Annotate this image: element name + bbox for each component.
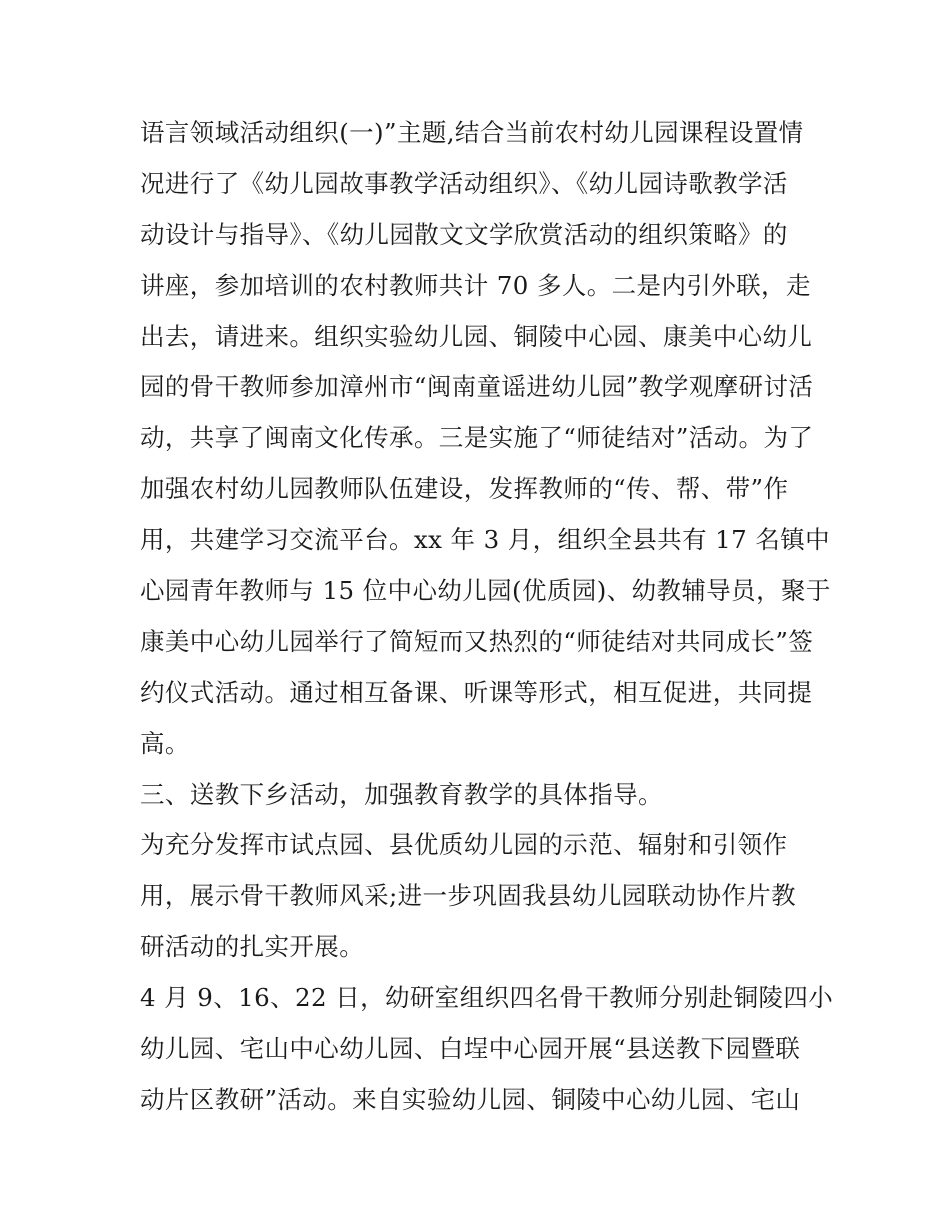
text-line: 高。 [140, 728, 190, 758]
text-line: 况进行了《幼儿园故事教学活动组织》、《幼儿园诗歌教学活 [140, 168, 788, 198]
text-line: 约仪式活动。通过相互备课、听课等形式，相互促进，共同提 [140, 677, 813, 707]
text-line: 幼儿园、宅山中心幼儿园、白埕中心园开展“县送教下园暨联 [140, 1034, 801, 1064]
text-line: 用，共建学习交流平台。xx 年 3 月，组织全县共有 17 名镇中 [140, 525, 831, 555]
text-line: 园的骨干教师参加漳州市“闽南童谣进幼儿园”教学观摩研讨活 [140, 372, 814, 402]
text-line: 用，展示骨干教师风采;进一步巩固我县幼儿园联动协作片教 [140, 881, 797, 911]
text-line: 语言领域活动组织(一)”主题,结合当前农村幼儿园课程设置情 [140, 118, 804, 147]
text-line: 讲座，参加培训的农村教师共计 70 多人。二是内引外联，走 [140, 270, 811, 300]
document-body [140, 108, 834, 1126]
text-line: 动片区教研”活动。来自实验幼儿园、铜陵中心幼儿园、宅山 [140, 1084, 801, 1114]
text-line: 研活动的扎实开展。 [140, 932, 365, 962]
text-line: 动设计与指导》、《幼儿园散文文学欣赏活动的组织策略》的 [140, 219, 788, 249]
text-line: 为充分发挥市试点园、县优质幼儿园的示范、辐射和引领作 [140, 830, 788, 860]
text-line: 加强农村幼儿园教师队伍建设，发挥教师的“传、帮、带”作 [140, 474, 789, 504]
text-line: 出去，请进来。组织实验幼儿园、铜陵中心园、康美中心幼儿 [140, 321, 813, 351]
text-line: 4 月 9、16、22 日，幼研室组织四名骨干教师分别赴铜陵四小 [140, 983, 834, 1013]
text-line: 动，共享了闽南文化传承。三是实施了“师徒结对”活动。为了 [140, 423, 814, 453]
section-heading: 三、送教下乡活动，加强教育教学的具体指导。 [140, 779, 663, 809]
text-line: 心园青年教师与 15 位中心幼儿园(优质园)、幼教辅导员，聚于 [140, 576, 831, 606]
text-line: 康美中心幼儿园举行了简短而又热烈的“师徒结对共同成长”签 [140, 626, 814, 656]
